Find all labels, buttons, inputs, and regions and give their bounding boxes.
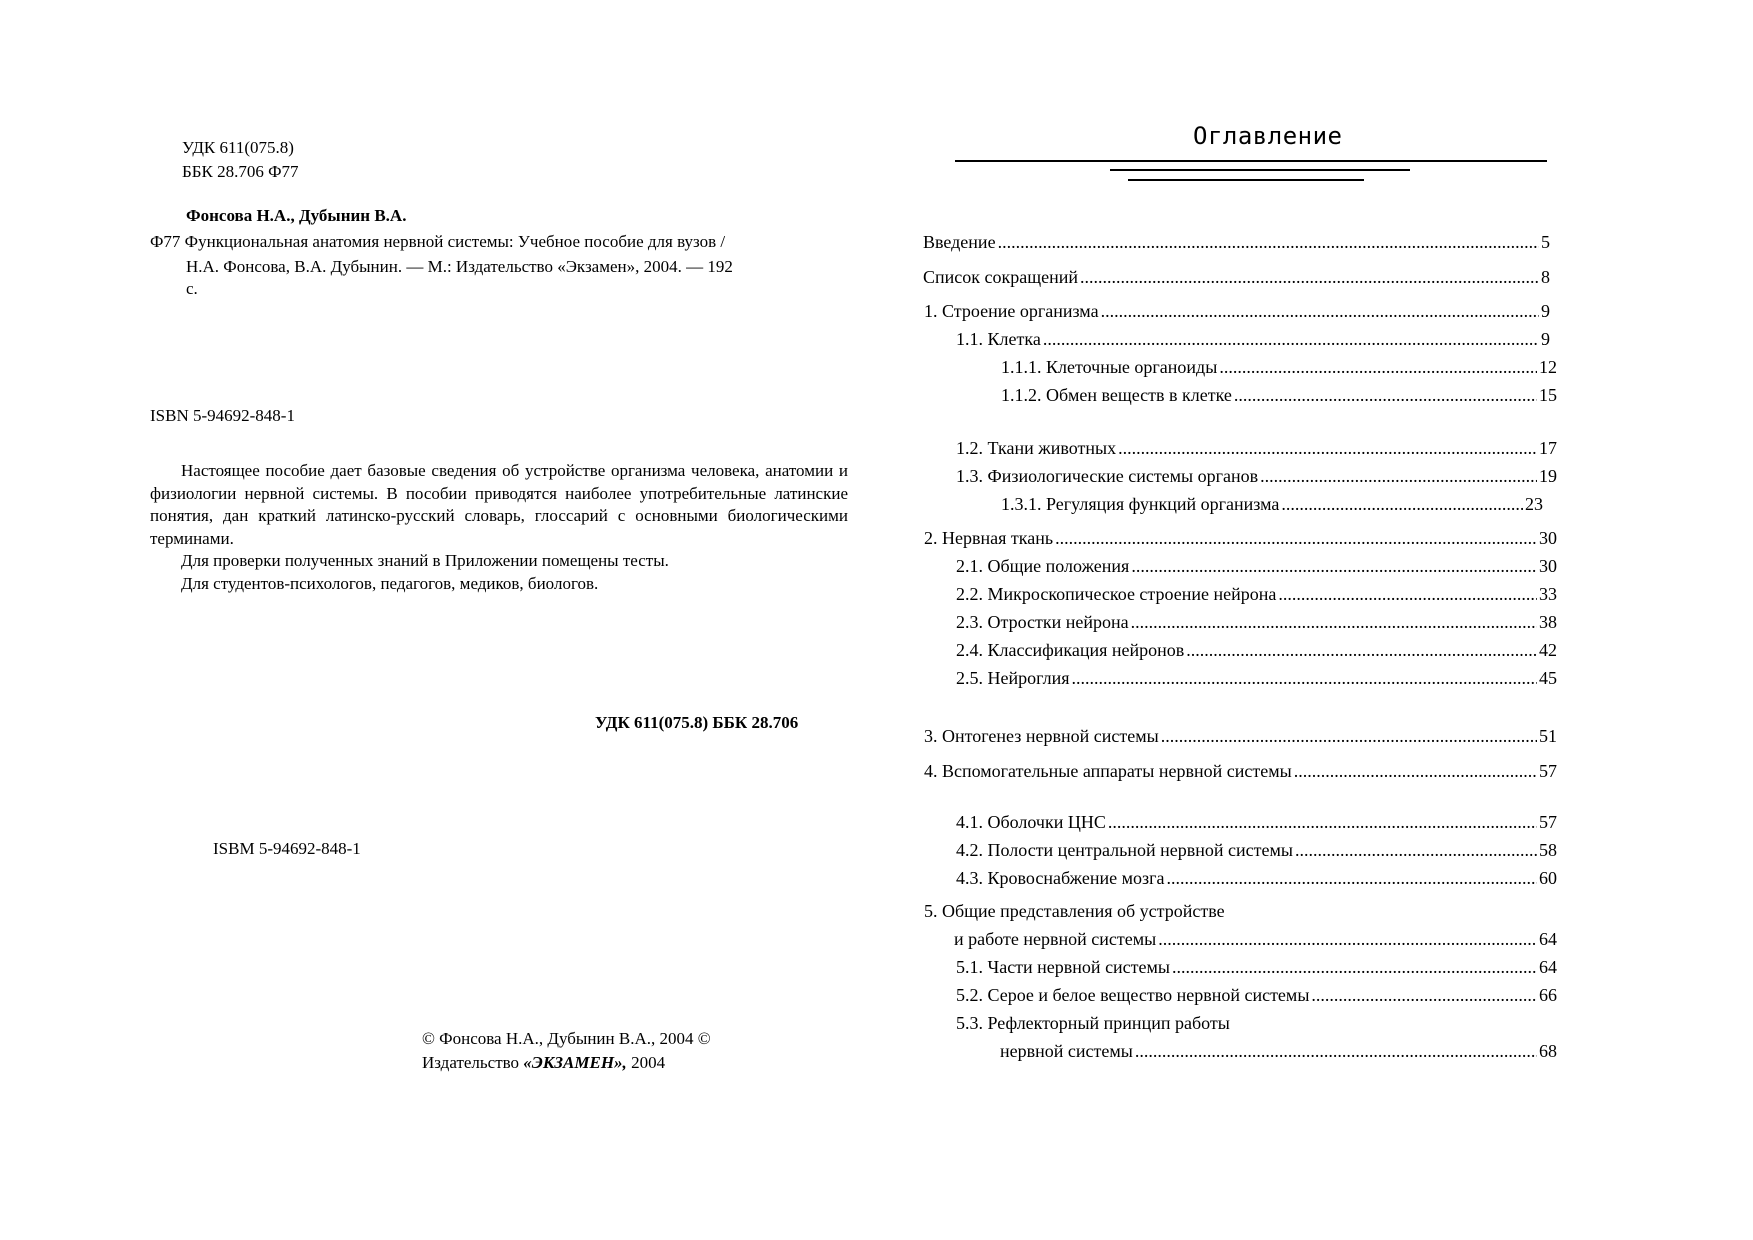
- toc-entry[interactable]: 2.2. Микроскопическое строение нейрона ..... 33: [956, 582, 1557, 606]
- authors-heading: Фонсова Н.А., Дубынин В.А.: [186, 206, 407, 225]
- abstract: [150, 460, 848, 595]
- abstract-paragraph-1: Настоящее пособие дает базовые сведения об устройстве организма человека, анатомии и физиологии нервной системы. В пособии приводятся наиболее употребительные латинские понятия, дан краткий латинско-русский словарь, глоссарий с основными биологическими терминами.: [150, 461, 848, 548]
- title-rule-3: [1128, 179, 1364, 181]
- copyright-prefix: Издательство: [422, 1053, 524, 1072]
- toc-entry[interactable]: 5.2. Серое и белое вещество нервной системы ..... 66: [956, 983, 1557, 1007]
- toc-entry-heading[interactable]: 5.3. Рефлекторный принцип работы: [956, 1013, 1230, 1033]
- biblio-line-2: Н.А. Фонсова, В.А. Дубынин. — М.: Издательство «Экзамен», 2004. — 192: [186, 257, 733, 276]
- copyright-line-1: © Фонсова Н.А., Дубынин В.А., 2004 ©: [422, 1029, 711, 1048]
- toc-entry[interactable]: 1.3.1. Регуляция функций организма ..... 23: [1001, 492, 1543, 516]
- toc-entry[interactable]: 4.2. Полости центральной нервной системы ..... 58: [956, 838, 1557, 862]
- toc-entry[interactable]: 4.3. Кровоснабжение мозга ..... 60: [956, 866, 1557, 890]
- abstract-paragraph-3: Для студентов-психологов, педагогов, медиков, биологов.: [181, 573, 599, 593]
- toc-entry[interactable]: Список сокращений ..... 8: [923, 265, 1550, 289]
- toc-entry[interactable]: 1.1.2. Обмен веществ в клетке ..... 15: [1001, 383, 1557, 407]
- isbn: ISBN 5-94692-848-1: [150, 406, 295, 425]
- isbm: ISBM 5-94692-848-1: [213, 839, 361, 858]
- title-rule-1: [955, 160, 1547, 162]
- toc-entry-heading[interactable]: 5. Общие представления об устройстве: [924, 901, 1225, 921]
- biblio-line-1: Ф77 Функциональная анатомия нервной системы: Учебное пособие для вузов /: [150, 232, 726, 251]
- toc-entry[interactable]: Введение ..... 5: [923, 230, 1550, 254]
- toc-entry[interactable]: 5.1. Части нервной системы ..... 64: [956, 955, 1557, 979]
- udk-code: УДК 611(075.8): [182, 138, 294, 157]
- toc-entry[interactable]: 1.3. Физиологические системы органов ..... 19: [956, 464, 1557, 488]
- toc-entry[interactable]: 1. Строение организма ..... 9: [924, 299, 1550, 323]
- abstract-paragraph-2: Для проверки полученных знаний в Приложении помещены тесты.: [181, 551, 669, 570]
- toc-entry[interactable]: 4. Вспомогательные аппараты нервной системы ..... 57: [924, 759, 1557, 783]
- copyright-line-2: [422, 1052, 665, 1074]
- publisher-name: «ЭКЗАМЕН»,: [523, 1053, 627, 1072]
- toc-entry[interactable]: нервной системы ..... 68: [1000, 1039, 1557, 1063]
- toc-entry[interactable]: и работе нервной системы ..... 64: [954, 927, 1557, 951]
- toc-entry[interactable]: 1.2. Ткани животных ..... 17: [956, 436, 1557, 460]
- toc-entry[interactable]: 2.4. Классификация нейронов ..... 42: [956, 638, 1557, 662]
- toc-entry[interactable]: 2.3. Отростки нейрона ..... 38: [956, 610, 1557, 634]
- toc-entry[interactable]: 4.1. Оболочки ЦНС ..... 57: [956, 810, 1557, 834]
- title-rule-2: [1110, 169, 1410, 171]
- toc-entry[interactable]: 3. Онтогенез нервной системы ..... 51: [924, 724, 1557, 748]
- udk-bbk-bold: УДК 611(075.8) ББК 28.706: [595, 713, 799, 732]
- toc-entry[interactable]: 2.1. Общие положения ..... 30: [956, 554, 1557, 578]
- toc-title: Оглавление: [1193, 122, 1343, 150]
- biblio-line-3: с.: [186, 279, 198, 298]
- copyright-year: 2004: [626, 1053, 666, 1072]
- toc-entry[interactable]: 2. Нервная ткань ..... 30: [924, 526, 1557, 550]
- toc-entry[interactable]: 1.1. Клетка ..... 9: [956, 327, 1550, 351]
- toc-entry[interactable]: 2.5. Нейроглия ..... 45: [956, 666, 1557, 690]
- bbk-code: ББК 28.706 Ф77: [182, 162, 299, 181]
- toc-entry[interactable]: 1.1.1. Клеточные органоиды ..... 12: [1001, 355, 1557, 379]
